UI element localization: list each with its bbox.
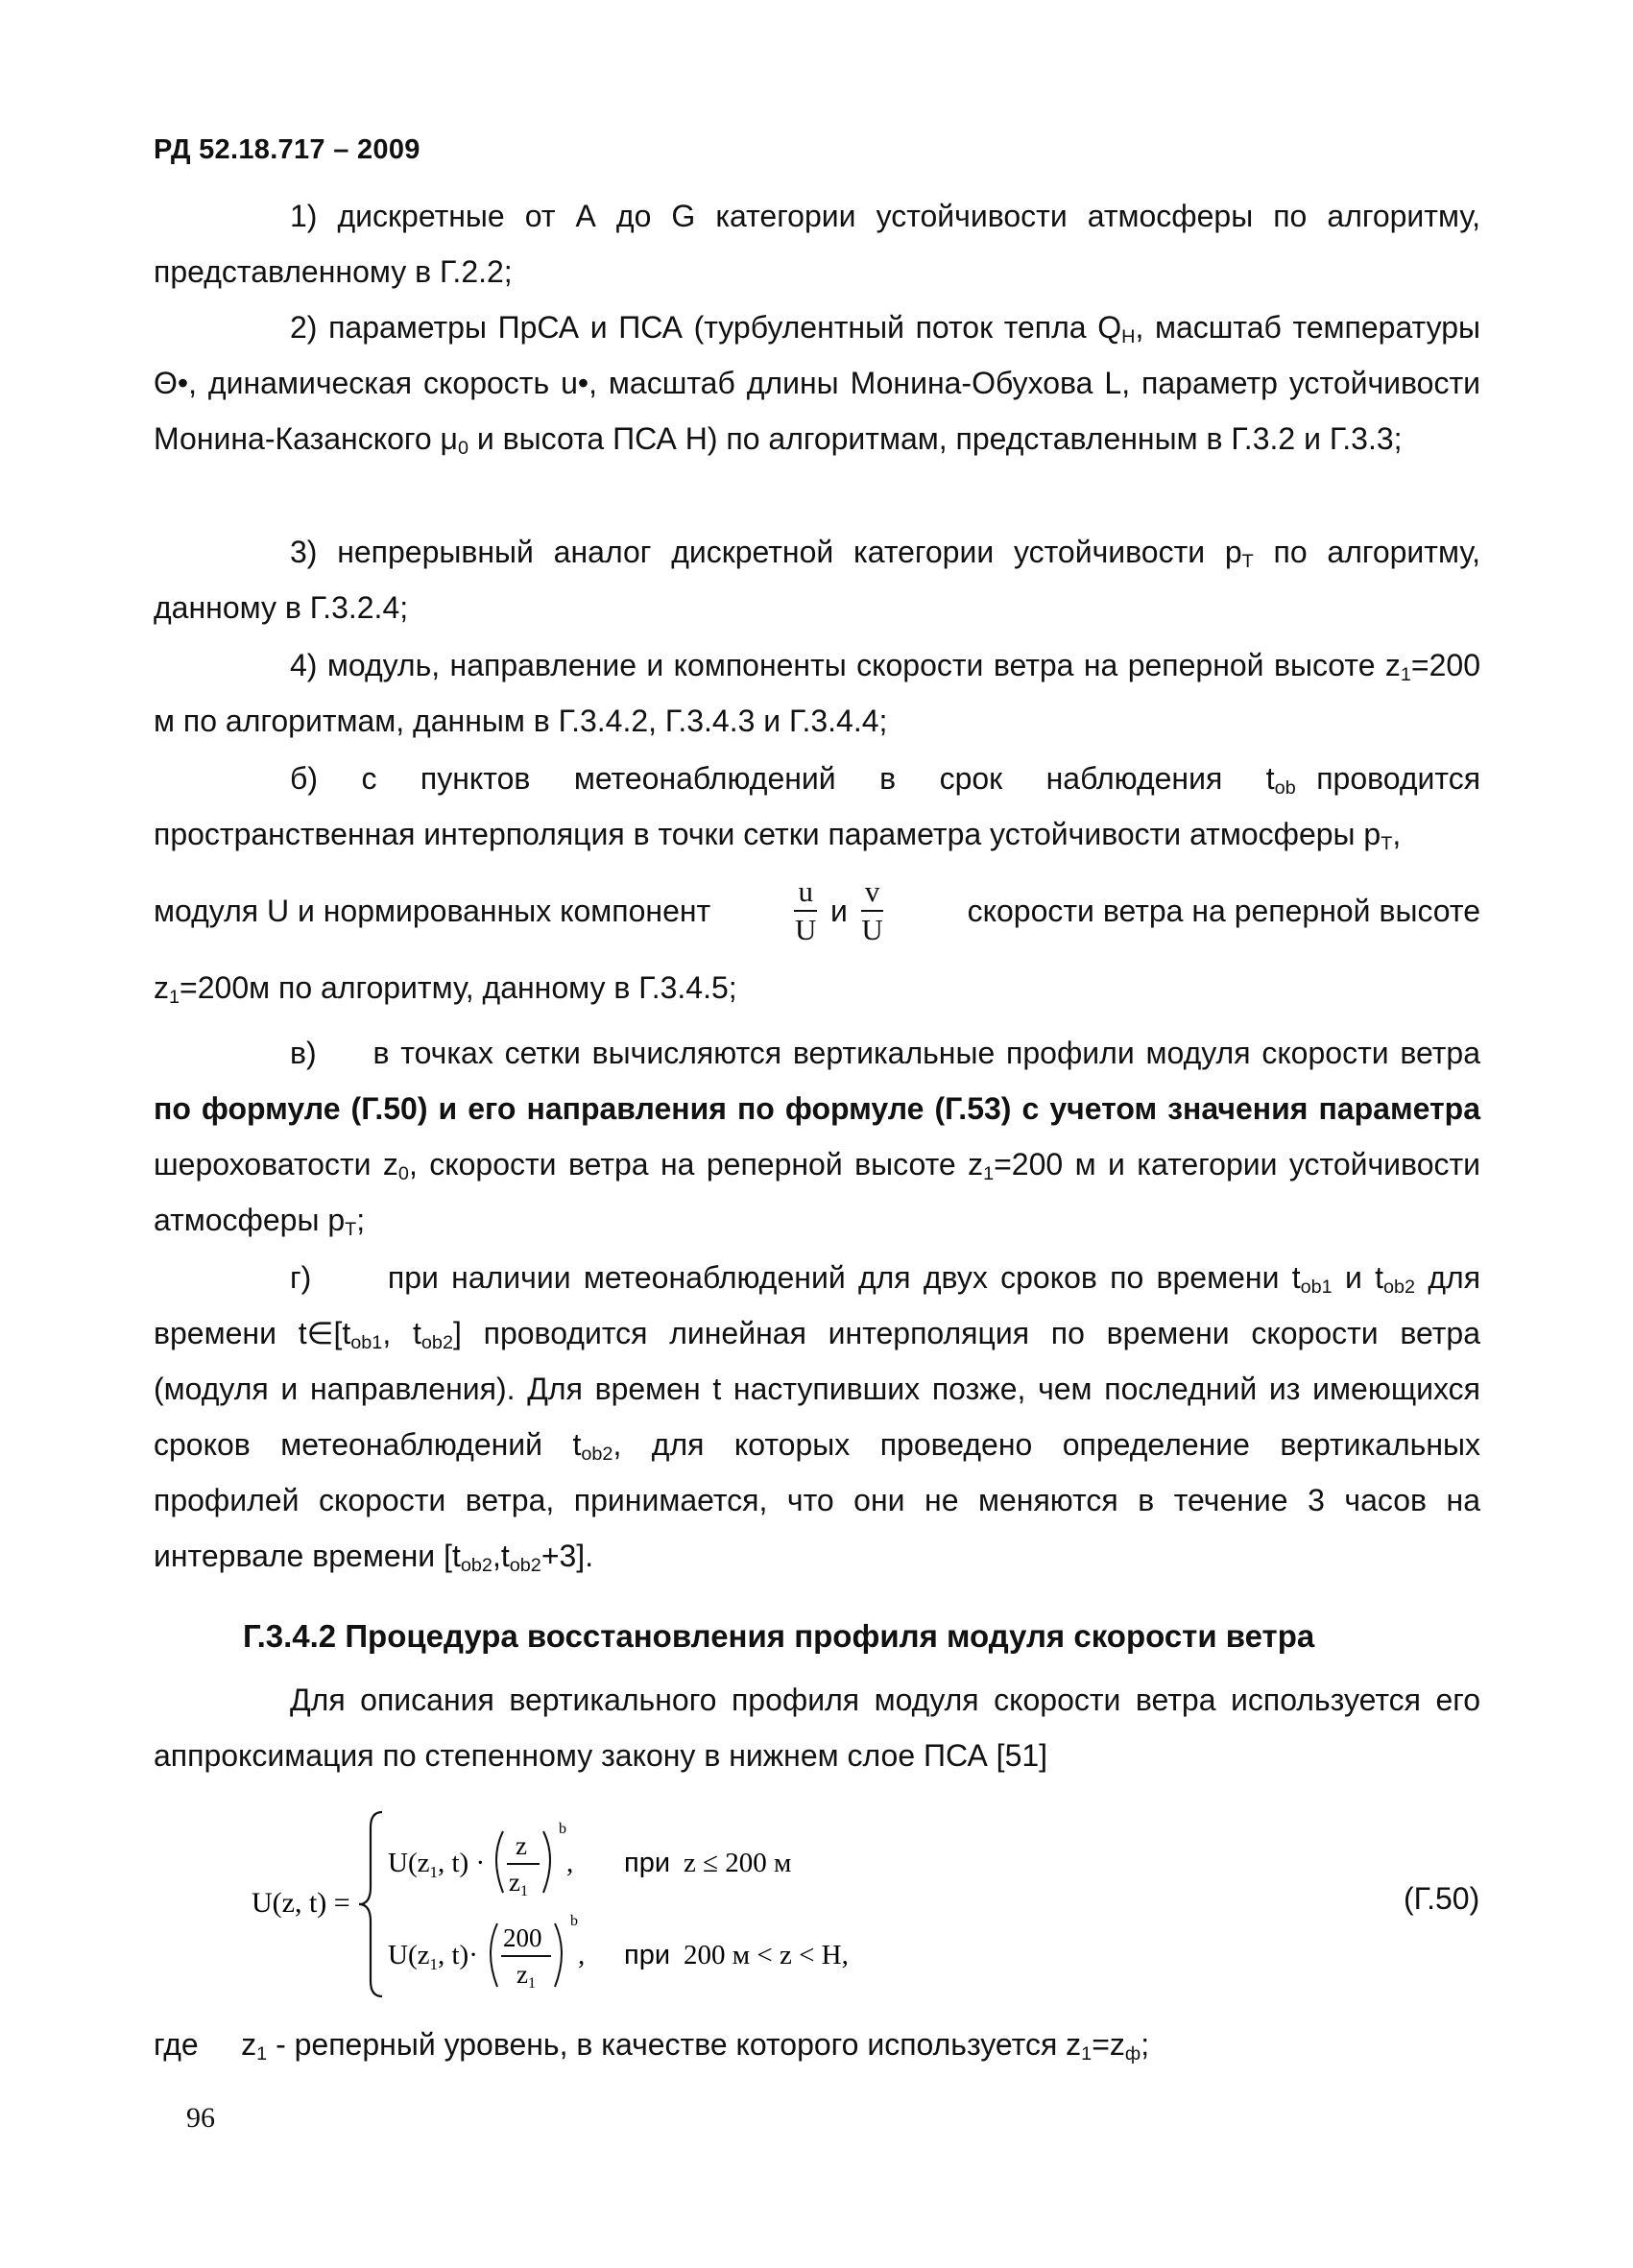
den-text: z: [516, 1960, 528, 1989]
case1-fraction-numerator: z: [516, 1831, 527, 1860]
list-item-2-text-a: 2) параметры ПрСА и ПСА (турбулентный поток тепла Q: [290, 310, 1122, 345]
formula-graphic: [252, 1804, 924, 2006]
case1-condition: z ≤ 200 м: [684, 1848, 792, 1878]
paragraph-v-text-a: в точках сетки вычисляются вертикальные профили модуля скорости ветра: [372, 1036, 1481, 1070]
paragraph-b-text-a: с пунктов метеонаблюдений в срок наблюдения t: [361, 761, 1275, 796]
subscript: T: [1381, 832, 1393, 854]
list-item-3: [154, 524, 1480, 635]
case2-condition: 200 м < z < H,: [684, 1940, 849, 1970]
list-item-4: [154, 637, 1480, 749]
paragraph-b-line3-text-b: скорости ветра на реперной высоте: [967, 894, 1480, 928]
subscript: 0: [457, 437, 468, 459]
paren-right: [543, 1831, 550, 1893]
paragraph-v-text-e: ;: [356, 1203, 366, 1237]
paragraph-g-text-b: для времени t∈[t: [154, 1260, 1481, 1350]
paragraph-g-text-f: +3].: [540, 1539, 594, 1573]
paragraph-b-line3-text-a: модуля U и нормированных компонент: [154, 894, 711, 928]
where-word: где: [154, 2027, 199, 2062]
fraction-denominator: U: [795, 913, 817, 946]
fraction-v-over-U: [861, 873, 884, 948]
paragraph-b: [154, 751, 1480, 862]
subscript: 1: [1081, 2042, 1093, 2065]
case1-fraction-denominator: [509, 1868, 528, 1899]
subscript: 1: [429, 1863, 438, 1881]
list-item-4-text-b: =200 м по алгоритмам, данным в Г.3.4.2, Г.3.4.3 и Г.3.4.4;: [154, 648, 1480, 738]
paragraph-v-text-c: , скорости ветра на реперной высоте z: [408, 1147, 984, 1182]
case1-exponent: b: [559, 1821, 566, 1837]
fraction-numerator: v: [861, 873, 884, 912]
paragraph-g: [154, 1250, 1480, 1584]
paren-right: [555, 1923, 562, 1987]
paragraph-v-text-b: шероховатости z: [154, 1147, 398, 1182]
paragraph-b-text-c: ,: [1392, 817, 1402, 851]
case1-rest: , t) ·: [437, 1848, 486, 1878]
case1-expression: [388, 1848, 485, 1881]
paragraph-v-text-d: =200 м и категории устойчивости атмосферы p: [154, 1147, 1481, 1237]
case2-condition-word: при: [624, 1940, 671, 1970]
paragraph-v-marker: в): [290, 1036, 317, 1070]
paragraph-g-text-c: ] проводится линейная интерполяция по времени скорости ветра (модуля и направления). Для времен t наступивших позже, чем последний из имеющихся сроков метеонаблюдений t: [154, 1316, 1481, 1462]
subscript: ob2: [460, 1554, 492, 1576]
case1-condition-word: при: [624, 1848, 671, 1878]
paragraph-b-text-b: проводится пространственная интерполяция в точки сетки параметра устойчивости атмосферы p: [154, 761, 1481, 851]
paragraph-v: [154, 1025, 1480, 1248]
subscript: 1: [429, 1955, 438, 1973]
list-item-2: [154, 299, 1480, 466]
paragraph-b-line4-text-a: z: [154, 970, 169, 1005]
fraction-denominator: U: [861, 913, 883, 946]
paragraph-g-comma: , t: [382, 1316, 421, 1350]
paragraph-g-marker: г): [290, 1260, 312, 1295]
paragraph-b-fraction-line: [154, 873, 1480, 948]
paren-left: [496, 1831, 503, 1893]
subscript: 1: [527, 1975, 536, 1992]
subscript: T: [1241, 550, 1254, 572]
subscript: 1: [1400, 663, 1411, 685]
page-number: 96: [186, 2102, 215, 2134]
subscript: 1: [256, 2042, 268, 2065]
where-text-a: z: [241, 2027, 257, 2062]
subscript: ob2: [581, 1443, 613, 1465]
case2-fraction-numerator: 200: [503, 1923, 542, 1952]
list-item-4-text-a: 4) модуль, направление и компоненты скорости ветра на реперной высоте z: [290, 648, 1401, 682]
case2-expression: [388, 1940, 478, 1973]
subscript: 0: [397, 1162, 409, 1184]
section-heading: Г.3.4.2 Процедура восстановления профиля модуля скорости ветра: [243, 1618, 1315, 1654]
document-code-header: РД 52.18.717 – 2009: [154, 134, 420, 165]
fraction-u-over-U: [794, 873, 817, 948]
section-intro: [154, 1672, 1480, 1783]
where-text-d: ;: [1141, 2027, 1150, 2062]
list-item-2-text-d: и высота ПСА H) по алгоритмам, представленным в Г.3.2 и Г.3.3;: [468, 421, 1403, 456]
paragraph-v-bold-text: по формуле (Г.50) и его направления по формуле (Г.53) с учетом значения параметра: [154, 1091, 1480, 1126]
case2-fraction-denominator: [516, 1960, 536, 1992]
den-text: z: [509, 1868, 520, 1897]
subscript: 1: [983, 1162, 995, 1184]
paren-left: [491, 1923, 497, 1987]
formula-g50: [252, 1804, 924, 2006]
where-text-c: =z: [1092, 2027, 1125, 2062]
subscript: 1: [169, 986, 180, 1008]
paragraph-b-line4-text-b: =200м по алгоритму, данному в Г.3.4.5;: [180, 970, 737, 1005]
subscript: ob1: [350, 1331, 383, 1353]
conjunction: и: [829, 894, 848, 928]
subscript: ф: [1124, 2042, 1141, 2065]
case2-exponent: b: [570, 1913, 578, 1929]
list-item-2-text-c: •, динамическая скорость u•, масштаб длины Монина-Обухова L, параметр устойчивости Монина-Казанского μ: [154, 366, 1480, 456]
paragraph-g-and: и t: [1332, 1260, 1383, 1295]
subscript: H: [1121, 325, 1136, 347]
list-item-3-text-b: по алгоритму, данному в Г.3.2.4;: [154, 535, 1481, 625]
case2-comma: ,: [578, 1940, 586, 1970]
list-item-1-text: 1) дискретные от А до G категории устойчивости атмосферы по алгоритму, представленному в Г.2.2;: [154, 199, 1480, 289]
left-brace: [359, 1812, 382, 1996]
section-intro-text: Для описания вертикального профиля модуля скорости ветра используется его аппроксимация по степенному закону в нижнем слое ПСА [51]: [154, 1683, 1480, 1773]
equation-label: (Г.50): [1404, 1881, 1480, 1916]
paragraph-b-last-line: [154, 960, 1480, 1015]
subscript: ob1: [1300, 1276, 1333, 1298]
subscript: T: [345, 1218, 357, 1240]
list-item-1: [154, 188, 1480, 299]
subscript: ob2: [509, 1554, 541, 1576]
fraction-numerator: u: [794, 873, 817, 912]
paragraph-g-text-a: при наличии метеонаблюдений для двух сроков по времени t: [387, 1260, 1301, 1295]
subscript: ob: [1274, 776, 1296, 799]
where-text-b: - реперный уровень, в качестве которого используется z: [267, 2027, 1082, 2062]
case2-rest: , t)·: [437, 1940, 478, 1970]
case1-expr-text: U(z: [388, 1848, 430, 1878]
paragraph-b-marker: б): [290, 761, 318, 796]
subscript: ob2: [1383, 1276, 1416, 1298]
list-item-2-text-b: , масштаб температуры Θ: [154, 310, 1481, 400]
paragraph-g-text-d: , для которых проведено определение вертикальных профилей скорости ветра, принимается, что они не меняются в течение 3 часов на интервале времени [t: [154, 1427, 1481, 1573]
where-line: [154, 2027, 1149, 2063]
case1-comma: ,: [566, 1848, 574, 1878]
subscript: ob2: [420, 1331, 453, 1353]
subscript: 1: [519, 1883, 528, 1899]
case2-expr-text: U(z: [388, 1940, 430, 1970]
paragraph-g-text-e: ,t: [492, 1539, 510, 1573]
list-item-3-text-a: 3) непрерывный аналог дискретной категории устойчивости p: [290, 535, 1242, 569]
formula-lhs: U(z, t) =: [252, 1887, 350, 1919]
